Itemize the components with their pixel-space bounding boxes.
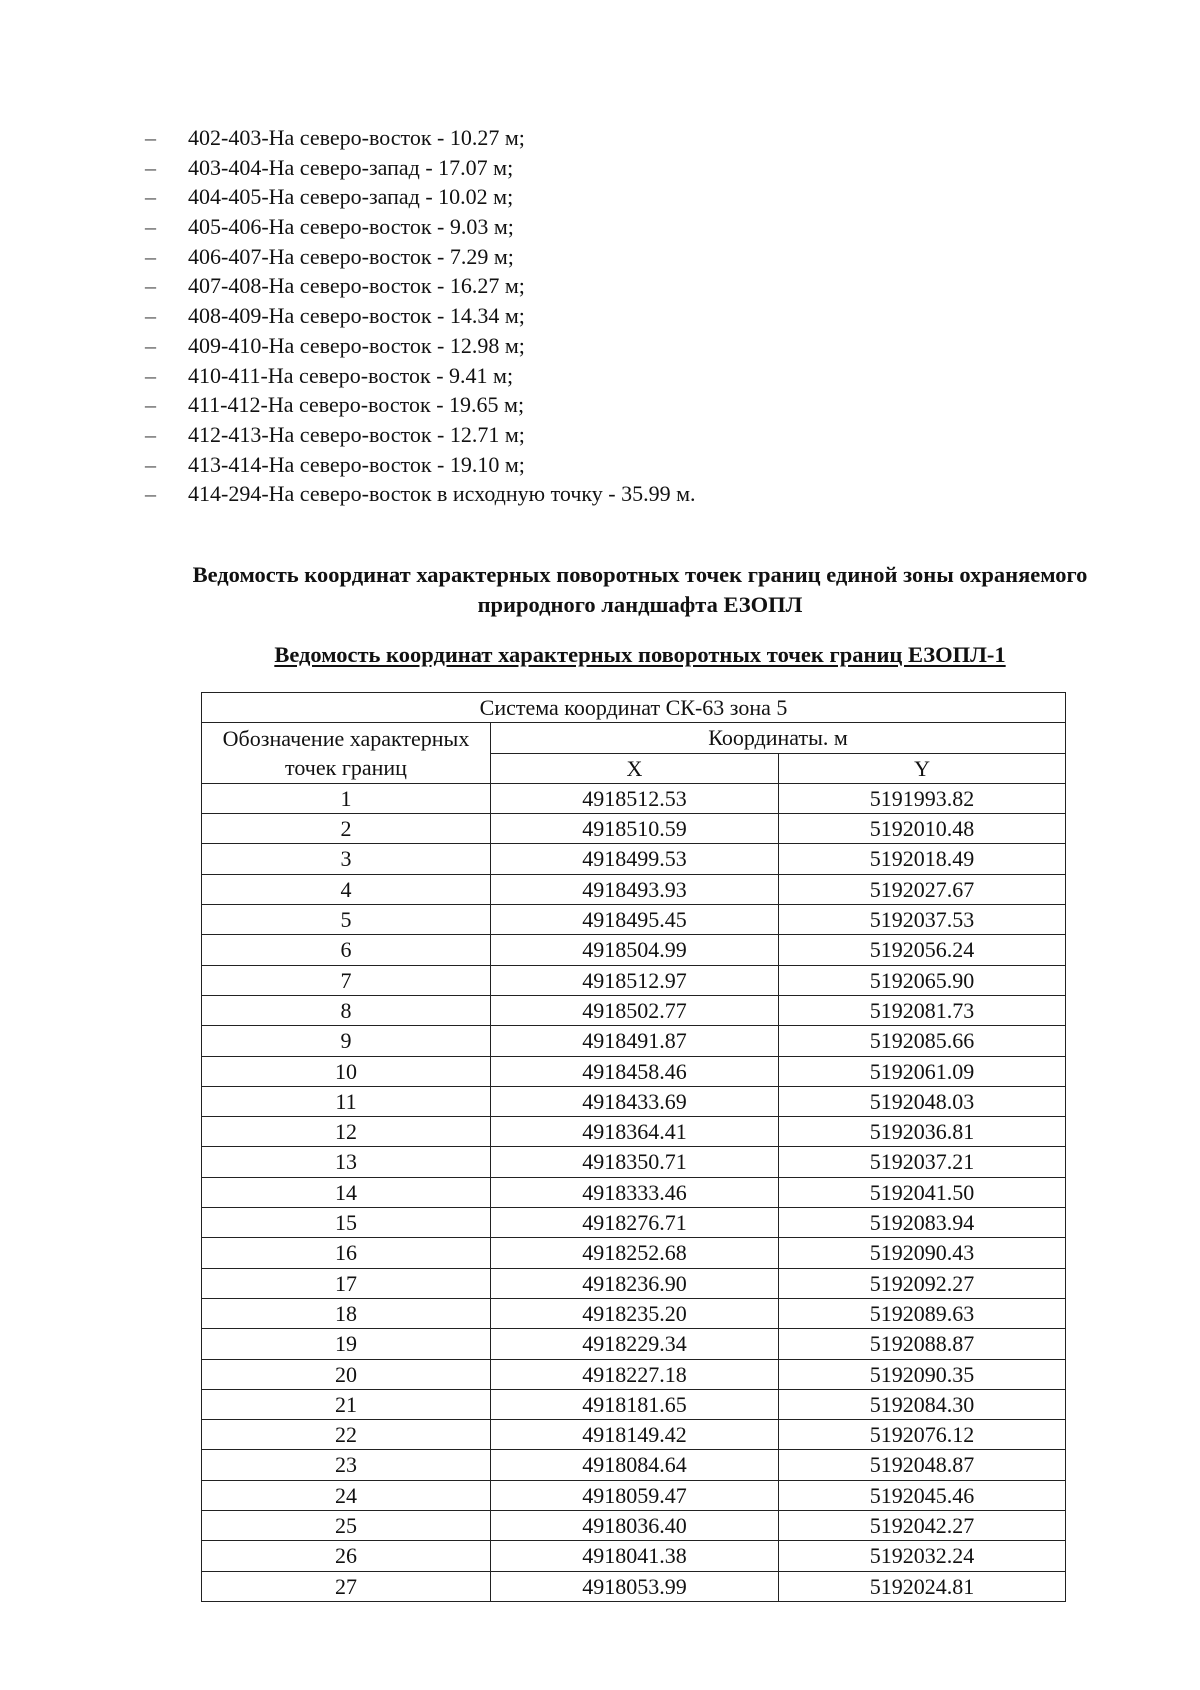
segment-item <box>145 450 696 480</box>
table-row <box>202 935 1066 965</box>
point-number-cell: 17 <box>202 1268 491 1298</box>
list-dash: – <box>145 184 156 210</box>
table-system-row <box>202 693 1066 723</box>
coordinates-table <box>201 692 1066 1602</box>
segment-item <box>145 301 696 331</box>
x-coordinate-cell: 4918433.69 <box>491 1086 779 1116</box>
y-coordinate-cell: 5191993.82 <box>779 783 1066 813</box>
y-coordinate-cell: 5192076.12 <box>779 1420 1066 1450</box>
x-coordinate-cell: 4918512.97 <box>491 965 779 995</box>
segment-text: 402-403-На северо-восток - 10.27 м; <box>188 125 525 150</box>
y-coordinate-cell: 5192083.94 <box>779 1208 1066 1238</box>
point-number-cell: 15 <box>202 1208 491 1238</box>
y-coordinate-cell: 5192048.87 <box>779 1450 1066 1480</box>
list-dash: – <box>145 154 156 180</box>
list-dash: – <box>145 303 156 329</box>
segment-item <box>145 123 696 153</box>
table-row <box>202 1238 1066 1268</box>
x-coordinate-cell: 4918495.45 <box>491 905 779 935</box>
y-coordinate-cell: 5192056.24 <box>779 935 1066 965</box>
y-coordinate-cell: 5192061.09 <box>779 1056 1066 1086</box>
table-row <box>202 1480 1066 1510</box>
segment-item <box>145 242 696 272</box>
segment-item <box>145 212 696 242</box>
x-coordinate-cell: 4918499.53 <box>491 844 779 874</box>
table-row <box>202 844 1066 874</box>
x-coordinate-cell: 4918350.71 <box>491 1147 779 1177</box>
y-coordinate-cell: 5192037.21 <box>779 1147 1066 1177</box>
x-coordinate-cell: 4918053.99 <box>491 1571 779 1601</box>
list-dash: – <box>145 273 156 299</box>
point-number-cell: 1 <box>202 783 491 813</box>
table-row <box>202 1177 1066 1207</box>
point-number-cell: 5 <box>202 905 491 935</box>
coordinates-header: Координаты. м <box>491 723 1066 753</box>
list-dash: – <box>145 362 156 388</box>
point-number-cell: 11 <box>202 1086 491 1116</box>
table-row <box>202 1571 1066 1601</box>
y-coordinate-cell: 5192036.81 <box>779 1117 1066 1147</box>
y-coordinate-cell: 5192045.46 <box>779 1480 1066 1510</box>
y-coordinate-cell: 5192048.03 <box>779 1086 1066 1116</box>
table-header-row <box>202 723 1066 753</box>
point-number-cell: 27 <box>202 1571 491 1601</box>
table-row <box>202 783 1066 813</box>
segment-text: 409-410-На северо-восток - 12.98 м; <box>188 332 525 358</box>
x-coordinate-cell: 4918504.99 <box>491 935 779 965</box>
x-coordinate-cell: 4918502.77 <box>491 995 779 1025</box>
point-number-cell: 21 <box>202 1389 491 1419</box>
point-number-cell: 18 <box>202 1298 491 1328</box>
x-column-header: X <box>491 753 779 783</box>
list-dash: – <box>145 421 156 447</box>
list-dash: – <box>145 332 156 358</box>
coordinates-table-body <box>202 783 1066 1601</box>
point-header-line-1: Обозначение характерных <box>222 726 470 752</box>
table-title-text: Ведомость координат характерных поворотных точек границ ЕЗОПЛ-1 <box>274 642 1006 667</box>
x-coordinate-cell: 4918036.40 <box>491 1511 779 1541</box>
point-number-cell: 19 <box>202 1329 491 1359</box>
segment-text: 411-412-На северо-восток - 19.65 м; <box>188 392 525 418</box>
segment-item <box>145 420 696 450</box>
table-row <box>202 1450 1066 1480</box>
y-coordinate-cell: 5192065.90 <box>779 965 1066 995</box>
point-number-cell: 22 <box>202 1420 491 1450</box>
table-row <box>202 874 1066 904</box>
x-coordinate-cell: 4918059.47 <box>491 1480 779 1510</box>
y-coordinate-cell: 5192089.63 <box>779 1298 1066 1328</box>
segment-item <box>145 361 696 391</box>
point-number-cell: 23 <box>202 1450 491 1480</box>
segment-item <box>145 153 696 183</box>
x-coordinate-cell: 4918149.42 <box>491 1420 779 1450</box>
point-designation-header <box>202 723 491 784</box>
x-coordinate-cell: 4918252.68 <box>491 1238 779 1268</box>
x-coordinate-cell: 4918227.18 <box>491 1359 779 1389</box>
y-coordinate-cell: 5192042.27 <box>779 1511 1066 1541</box>
segment-text: 412-413-На северо-восток - 12.71 м; <box>188 421 525 447</box>
segment-item <box>145 271 696 301</box>
table-row <box>202 1026 1066 1056</box>
table-row <box>202 1298 1066 1328</box>
table-row <box>202 905 1066 935</box>
y-coordinate-cell: 5192085.66 <box>779 1026 1066 1056</box>
table-row <box>202 1268 1066 1298</box>
y-coordinate-cell: 5192090.43 <box>779 1238 1066 1268</box>
segment-item <box>145 390 696 420</box>
y-coordinate-cell: 5192024.81 <box>779 1571 1066 1601</box>
segment-text: 413-414-На северо-восток - 19.10 м; <box>188 451 525 477</box>
y-coordinate-cell: 5192027.67 <box>779 874 1066 904</box>
point-number-cell: 8 <box>202 995 491 1025</box>
point-number-cell: 20 <box>202 1359 491 1389</box>
table-row <box>202 1359 1066 1389</box>
segment-item <box>145 331 696 361</box>
list-dash: – <box>145 214 156 240</box>
point-number-cell: 14 <box>202 1177 491 1207</box>
point-number-cell: 13 <box>202 1147 491 1177</box>
x-coordinate-cell: 4918493.93 <box>491 874 779 904</box>
x-coordinate-cell: 4918229.34 <box>491 1329 779 1359</box>
y-coordinate-cell: 5192037.53 <box>779 905 1066 935</box>
x-coordinate-cell: 4918084.64 <box>491 1450 779 1480</box>
point-number-cell: 4 <box>202 874 491 904</box>
table-row <box>202 1389 1066 1419</box>
segment-item <box>145 182 696 212</box>
segment-text: 406-407-На северо-восток - 7.29 м; <box>188 243 514 269</box>
x-coordinate-cell: 4918235.20 <box>491 1298 779 1328</box>
list-dash: – <box>145 451 156 477</box>
point-number-cell: 9 <box>202 1026 491 1056</box>
document-heading <box>100 560 1180 620</box>
segment-item <box>145 479 696 509</box>
x-coordinate-cell: 4918181.65 <box>491 1389 779 1419</box>
segment-text: 414-294-На северо-восток в исходную точку - 35.99 м. <box>188 481 696 507</box>
y-column-header: Y <box>779 753 1066 783</box>
point-number-cell: 7 <box>202 965 491 995</box>
table-row <box>202 1117 1066 1147</box>
point-header-line-2: точек границ <box>285 755 407 781</box>
x-coordinate-cell: 4918510.59 <box>491 814 779 844</box>
heading-line-2: природного ландшафта ЕЗОПЛ <box>477 592 803 617</box>
segment-text: 408-409-На северо-восток - 14.34 м; <box>188 303 525 329</box>
point-number-cell: 25 <box>202 1511 491 1541</box>
y-coordinate-cell: 5192088.87 <box>779 1329 1066 1359</box>
list-dash: – <box>145 243 156 269</box>
x-coordinate-cell: 4918276.71 <box>491 1208 779 1238</box>
table-row <box>202 1056 1066 1086</box>
point-number-cell: 2 <box>202 814 491 844</box>
coordinate-system-header: Система координат СК-63 зона 5 <box>202 693 1066 723</box>
table-row <box>202 1208 1066 1238</box>
point-number-cell: 6 <box>202 935 491 965</box>
table-title <box>100 640 1180 670</box>
x-coordinate-cell: 4918512.53 <box>491 783 779 813</box>
table-row <box>202 814 1066 844</box>
point-number-cell: 10 <box>202 1056 491 1086</box>
boundary-segment-list <box>145 123 696 509</box>
y-coordinate-cell: 5192041.50 <box>779 1177 1066 1207</box>
y-coordinate-cell: 5192032.24 <box>779 1541 1066 1571</box>
list-dash: – <box>145 125 156 150</box>
segment-text: 407-408-На северо-восток - 16.27 м; <box>188 273 525 299</box>
x-coordinate-cell: 4918364.41 <box>491 1117 779 1147</box>
point-number-cell: 24 <box>202 1480 491 1510</box>
point-number-cell: 12 <box>202 1117 491 1147</box>
y-coordinate-cell: 5192090.35 <box>779 1359 1066 1389</box>
table-row <box>202 1420 1066 1450</box>
y-coordinate-cell: 5192092.27 <box>779 1268 1066 1298</box>
y-coordinate-cell: 5192018.49 <box>779 844 1066 874</box>
x-coordinate-cell: 4918458.46 <box>491 1056 779 1086</box>
heading-line-1: Ведомость координат характерных поворотных точек границ единой зоны охраняемого <box>192 562 1088 587</box>
list-dash: – <box>145 481 156 507</box>
segment-text: 404-405-На северо-запад - 10.02 м; <box>188 184 514 210</box>
table-row <box>202 1086 1066 1116</box>
table-row <box>202 965 1066 995</box>
y-coordinate-cell: 5192081.73 <box>779 995 1066 1025</box>
segment-text: 403-404-На северо-запад - 17.07 м; <box>188 154 514 180</box>
table-row <box>202 1511 1066 1541</box>
table-row <box>202 1541 1066 1571</box>
x-coordinate-cell: 4918333.46 <box>491 1177 779 1207</box>
table-row <box>202 995 1066 1025</box>
segment-text: 410-411-На северо-восток - 9.41 м; <box>188 362 514 388</box>
y-coordinate-cell: 5192084.30 <box>779 1389 1066 1419</box>
y-coordinate-cell: 5192010.48 <box>779 814 1066 844</box>
x-coordinate-cell: 4918236.90 <box>491 1268 779 1298</box>
x-coordinate-cell: 4918491.87 <box>491 1026 779 1056</box>
point-number-cell: 3 <box>202 844 491 874</box>
table-row <box>202 1329 1066 1359</box>
x-coordinate-cell: 4918041.38 <box>491 1541 779 1571</box>
point-number-cell: 16 <box>202 1238 491 1268</box>
table-row <box>202 1147 1066 1177</box>
segment-text: 405-406-На северо-восток - 9.03 м; <box>188 214 514 240</box>
list-dash: – <box>145 392 156 418</box>
point-number-cell: 26 <box>202 1541 491 1571</box>
